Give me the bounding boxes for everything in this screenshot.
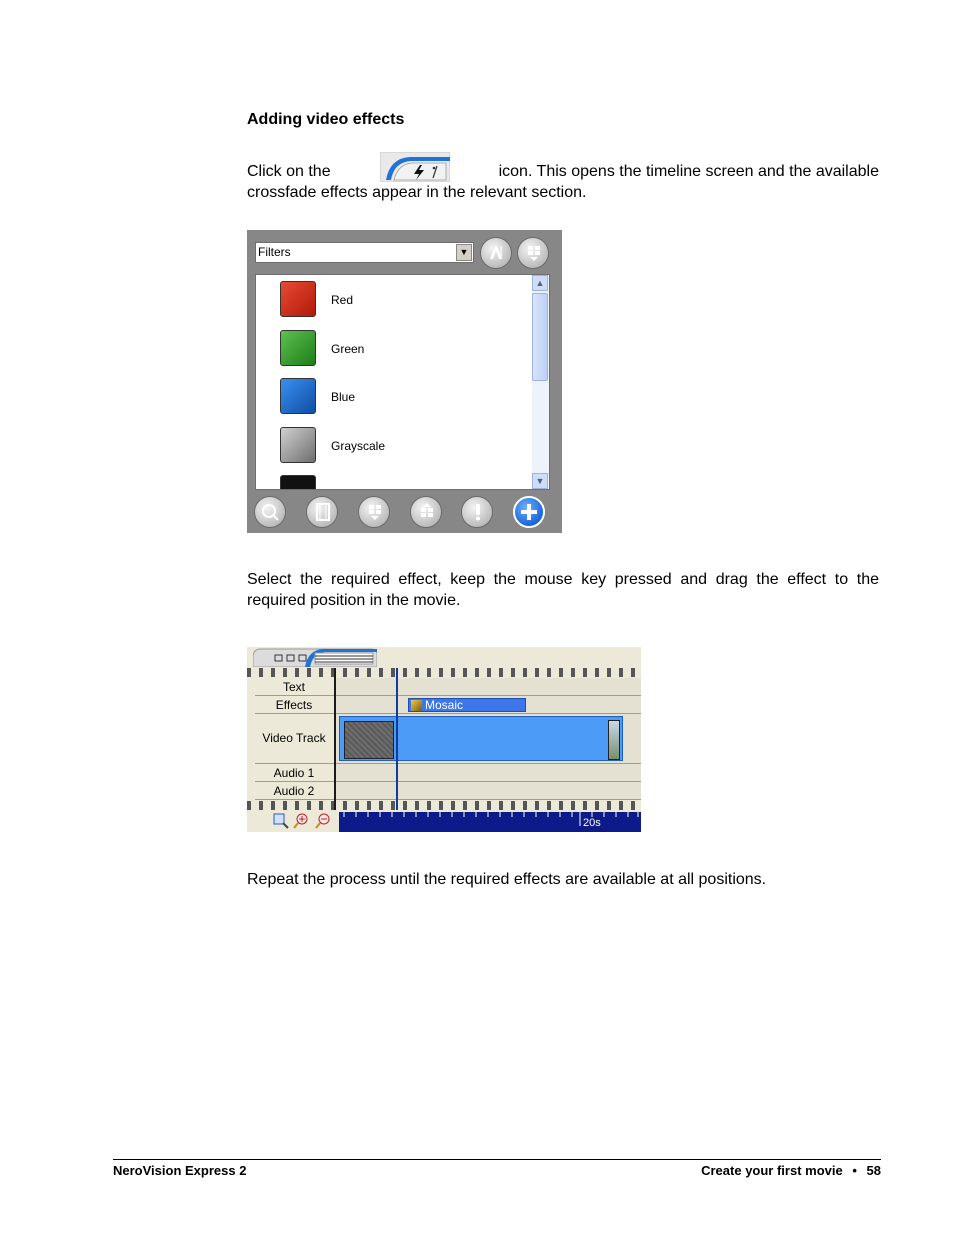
paragraph-3: Repeat the process until the required effects are available at all positions.	[247, 871, 767, 888]
panel-toolbar	[247, 492, 562, 533]
filter-item-label[interactable]: Red	[331, 293, 354, 307]
para1-after-icon: icon. This opens the timeline screen and the available	[498, 163, 879, 180]
crossfade-effects-icon	[380, 152, 450, 182]
footer-divider	[113, 1159, 881, 1160]
zoom-out-icon[interactable]	[315, 813, 331, 832]
filters-dropdown-value: Filters	[258, 245, 291, 259]
video-thumbnail-start	[344, 721, 394, 759]
track-body[interactable]	[336, 678, 641, 695]
track-label: Audio 1	[273, 766, 315, 780]
menu-down-button[interactable]	[358, 496, 390, 528]
plus-icon	[519, 502, 539, 522]
video-thumbnail-end	[608, 720, 620, 760]
scroll-thumb[interactable]	[532, 293, 548, 381]
filters-dropdown[interactable]	[255, 242, 474, 263]
para1-line2: crossfade effects appear in the relevant section.	[247, 184, 587, 201]
grayscale-swatch-icon[interactable]	[280, 427, 316, 463]
footer-section	[701, 1163, 881, 1178]
filter-item-label[interactable]: Grayscale	[331, 439, 386, 453]
track-audio-1	[255, 764, 641, 782]
dropdown-arrow-icon[interactable]: ▼	[456, 244, 472, 261]
filter-item-label[interactable]: Blue	[331, 390, 356, 404]
effects-menu-button[interactable]	[517, 237, 549, 269]
grid-down-icon	[524, 243, 544, 263]
track-body[interactable]	[336, 764, 641, 781]
playhead-cursor[interactable]	[396, 668, 398, 810]
mosaic-thumbnail-icon	[411, 700, 422, 711]
section-heading: Adding video effects	[247, 111, 405, 128]
track-audio-2	[255, 782, 641, 800]
paragraph-2: Select the required effect, keep the mouse key pressed and drag the effect to the required position in the movie.	[247, 571, 879, 609]
track-divider	[334, 668, 336, 810]
preview-button[interactable]	[254, 496, 286, 528]
film-strip-top	[247, 668, 641, 677]
filters-scrollbar[interactable]	[532, 275, 549, 489]
para1-before-icon: Click on the	[247, 163, 331, 180]
footer-product-name: NeroVision Express 2	[113, 1163, 247, 1178]
footer-chapter-title: Create your first movie	[701, 1163, 843, 1178]
track-label: Text	[282, 680, 305, 694]
zoom-in-icon[interactable]	[293, 813, 309, 832]
green-swatch-icon[interactable]	[280, 330, 316, 366]
filters-panel-screenshot	[247, 230, 562, 533]
time-ruler[interactable]	[339, 812, 641, 832]
grid-up-icon	[417, 502, 437, 522]
timeline-tab[interactable]	[253, 647, 377, 667]
track-label: Effects	[275, 698, 313, 712]
track-video	[255, 714, 641, 764]
zoom-fit-icon[interactable]	[273, 813, 289, 832]
filter-item-label[interactable]: Green	[331, 342, 365, 356]
blue-swatch-icon[interactable]	[280, 378, 316, 414]
add-effect-button[interactable]	[513, 496, 545, 528]
mosaic-clip-label: Mosaic	[425, 698, 464, 712]
scroll-up-icon[interactable]: ▲	[532, 275, 548, 291]
text-auto-button[interactable]	[480, 237, 512, 269]
timeline-screenshot	[247, 647, 641, 832]
track-body[interactable]	[336, 782, 641, 799]
play-search-icon	[260, 502, 280, 522]
partial-swatch-icon[interactable]	[280, 475, 316, 490]
mosaic-effect-clip[interactable]	[408, 698, 526, 712]
footer-bullet: •	[852, 1163, 857, 1178]
scroll-down-icon[interactable]: ▼	[532, 473, 548, 489]
grid-down-icon	[365, 502, 385, 522]
track-label: Audio 2	[273, 784, 315, 798]
paragraph-1	[247, 152, 879, 203]
exclamation-icon	[468, 502, 488, 522]
track-text	[255, 678, 641, 696]
ruler-label: 20s	[583, 817, 601, 829]
film-strip-bottom	[247, 801, 641, 810]
filters-list[interactable]	[255, 274, 550, 490]
footer-page-number: 58	[866, 1163, 881, 1178]
video-clip[interactable]	[339, 716, 623, 761]
film-icon	[314, 502, 332, 522]
red-swatch-icon[interactable]	[280, 281, 316, 317]
alert-button[interactable]	[461, 496, 493, 528]
text-a-icon	[486, 243, 506, 263]
track-label: Video Track	[262, 731, 326, 745]
track-effects	[255, 696, 641, 714]
film-button[interactable]	[306, 496, 338, 528]
menu-up-button[interactable]	[410, 496, 442, 528]
